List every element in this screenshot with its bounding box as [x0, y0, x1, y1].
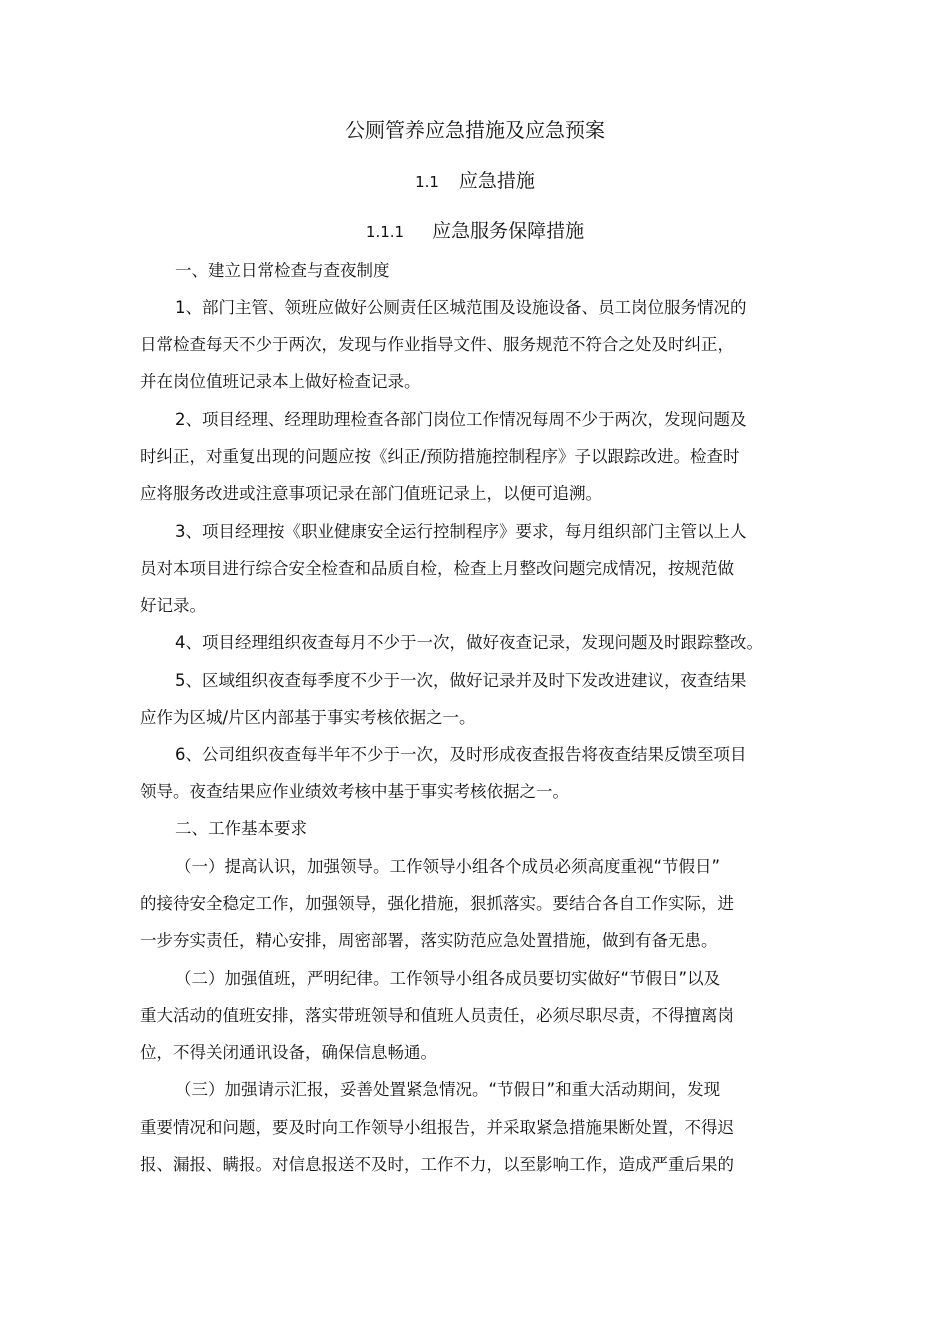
text-line: 的接待安全稳定工作，加强领导，强化措施，狠抓落实。要结合各自工作实际，进	[140, 894, 734, 913]
subsection-number: 1.1.1	[365, 223, 405, 241]
text-line: 报、漏报、瞒报。对信息报送不及时，工作不力，以至影响工作，造成严重后果的	[140, 1155, 734, 1174]
text-line: （一）提高认识，加强领导。工作领导小组各个成员必须高度重视“节假日”	[175, 857, 721, 876]
text-line: 6、公司组织夜查每半年不少于一次，及时形成夜查报告将夜查结果反馈至项目	[175, 745, 747, 764]
text-line: 1、部门主管、领班应做好公厕责任区城范围及设施设备、员工岗位服务情况的	[175, 298, 747, 317]
section-heading	[0, 166, 950, 193]
text-line: 好记录。	[140, 596, 206, 615]
text-line: （三）加强请示汇报，妥善处置紧急情况。“节假日”和重大活动期间，发现	[175, 1080, 721, 1099]
text-line: 一、建立日常检查与查夜制度	[175, 261, 390, 280]
text-line: （二）加强值班，严明纪律。工作领导小组各成员要切实做好“节假日”以及	[175, 969, 721, 988]
text-line: 并在岗位值班记录本上做好检查记录。	[140, 372, 421, 391]
text-line: 5、区域组织夜查每季度不少于一次，做好记录并及时下发改进建议，夜查结果	[175, 671, 747, 690]
text-line: 员对本项目进行综合安全检查和品质自检，检查上月整改问题完成情况，按规范做	[140, 559, 734, 578]
text-line: 应作为区城/片区内部基于事实考核依据之一。	[140, 708, 476, 727]
text-line: 二、工作基本要求	[175, 819, 307, 838]
text-line: 领导。夜查结果应作业绩效考核中基于事实考核依据之一。	[140, 782, 569, 801]
text-line: 一步夯实责任，精心安排，周密部署，落实防范应急处置措施，做到有备无患。	[140, 931, 718, 950]
section-number: 1.1	[415, 173, 439, 191]
text-line: 日常检查每天不少于两次，发现与作业指导文件、服务规范不符合之处及时纠正，	[140, 335, 734, 354]
text-line: 2、项目经理、经理助理检查各部门岗位工作情况每周不少于两次，发现问题及	[175, 410, 747, 429]
document-title: 公厕管养应急措施及应急预案	[345, 118, 605, 142]
text-line: 时纠正，对重复出现的问题应按《纠正/预防措施控制程序》子以跟踪改进。检查时	[140, 447, 740, 466]
text-line: 3、项目经理按《职业健康安全运行控制程序》要求，每月组织部门主管以上人	[175, 522, 747, 541]
subsection-heading	[0, 216, 950, 243]
text-line: 位，不得关闭通讯设备，确保信息畅通。	[140, 1043, 437, 1062]
text-line: 4、项目经理组织夜查每月不少于一次，做好夜查记录，发现问题及时跟踪整改。	[175, 633, 763, 652]
text-line: 应将服务改进或注意事项记录在部门值班记录上，以便可追溯。	[140, 484, 602, 503]
section-title: 应急措施	[458, 170, 535, 192]
subsection-title: 应急服务保障措施	[432, 220, 585, 242]
text-line: 重要情况和问题，要及时向工作领导小组报告，并采取紧急措施果断处置，不得迟	[140, 1118, 734, 1137]
text-line: 重大活动的值班安排，落实带班领导和值班人员责任，必须尽职尽责，不得擅离岗	[140, 1006, 734, 1025]
